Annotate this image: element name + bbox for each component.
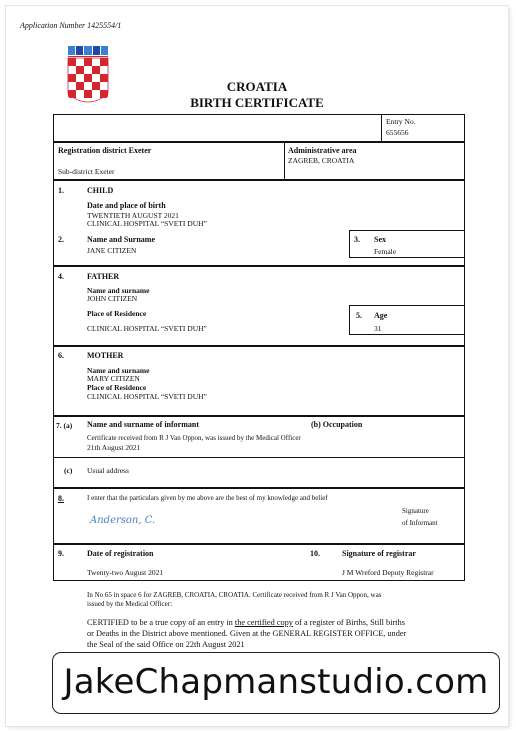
- sex-number: 3.: [354, 235, 360, 244]
- certified-text-c: of a register of Births, Still births: [292, 618, 405, 627]
- sex-box: [349, 230, 465, 258]
- father-heading: FATHER: [87, 272, 120, 281]
- certified-line-1: [87, 618, 405, 628]
- footer-note-line-2: issued by the Medical Officer:: [87, 600, 173, 608]
- mother-name-value: MARY CITIZEN: [87, 374, 140, 383]
- certificate-page: [6, 6, 508, 726]
- mother-name-label: Name and surname: [87, 366, 150, 375]
- father-residence-label: Place of Residence: [87, 309, 147, 318]
- birth-place: CLINICAL HOSPITAL “SVETI DUH”: [87, 219, 207, 228]
- application-number: Application Number 1425554/1: [20, 21, 122, 30]
- watermark-banner: JakeChapmanstudio.com: [52, 652, 500, 714]
- mother-heading: MOTHER: [87, 351, 124, 360]
- shield-check: [68, 66, 76, 74]
- informant-signature: Anderson, C.: [90, 515, 156, 526]
- age-value: 31: [374, 324, 382, 333]
- child-name-number: 2.: [58, 235, 64, 244]
- reg-date-label: Date of registration: [87, 549, 154, 558]
- registrar-value: J M Wreford Deputy Registrar: [342, 568, 434, 577]
- informant-number: 7. (a): [56, 421, 73, 430]
- footer-note-line-1: In No 65 in space 6 for ZAGREB, CROATIA, CROATIA. Certificate received from R J Van Oppon, was: [87, 591, 382, 599]
- age-label: Age: [374, 311, 388, 320]
- entry-label: Entry No.: [386, 117, 416, 126]
- address-number: (c): [64, 466, 73, 475]
- shield-check: [68, 58, 76, 66]
- registration-district: Registration district Exeter: [58, 146, 152, 155]
- age-box: [349, 305, 465, 335]
- child-name-value: JANE CITIZEN: [87, 246, 137, 255]
- shield-check: [100, 58, 108, 66]
- father-residence-value: CLINICAL HOSPITAL “SVETI DUH”: [87, 324, 207, 333]
- mother-residence-label: Place of Residence: [87, 383, 147, 392]
- declaration-number: 8.: [58, 494, 64, 503]
- shield-check: [76, 58, 84, 66]
- dob-label: Date and place of birth: [87, 201, 166, 210]
- dob-value: TWENTIETH AUGUST 2021: [87, 211, 179, 220]
- signature-label: Signature: [402, 507, 429, 515]
- shield-check: [84, 58, 92, 66]
- certified-line-3: the Seal of the said Office on 22th August 2021: [87, 640, 245, 649]
- reg-date-number: 9.: [58, 549, 64, 558]
- shield-check: [100, 66, 108, 74]
- shield-check: [92, 58, 100, 66]
- informant-text: Certificate received from R J Van Oppon, was issued by the Medical Officer: [87, 434, 301, 442]
- document-title: BIRTH CERTIFICATE: [190, 95, 324, 110]
- country-title: CROATIA: [226, 79, 288, 94]
- age-number: 5.: [356, 311, 362, 320]
- informant-date: 21th August 2021: [87, 443, 141, 452]
- child-heading: CHILD: [87, 186, 114, 195]
- signature-of-informant-label: of Informant: [402, 519, 438, 527]
- shield-check: [92, 66, 100, 74]
- informant-label: Name and surname of informant: [87, 420, 199, 429]
- occupation-label: (b) Occupation: [311, 420, 363, 429]
- address-label: Usual address: [87, 466, 129, 475]
- shield-check: [76, 66, 84, 74]
- entry-number: 655656: [386, 128, 409, 137]
- mother-number: 6.: [58, 351, 64, 360]
- mother-residence-value: CLINICAL HOSPITAL “SVETI DUH”: [87, 392, 207, 401]
- reg-date-value: Twenty-two August 2021: [87, 568, 164, 577]
- father-name-value: JOHN CITIZEN: [87, 294, 138, 303]
- registrar-number: 10.: [310, 549, 320, 558]
- sex-value: Female: [374, 247, 397, 256]
- certified-line-2: or Deaths in the District above mentioned. Given at the GENERAL REGISTER OFFICE, under: [87, 629, 407, 638]
- admin-area-label: Administrative area: [288, 146, 357, 155]
- shield-check: [84, 66, 92, 74]
- admin-area-value: ZAGREB, CROATIA: [288, 156, 355, 165]
- certified-text-a: CERTIFIED to be a true copy of an entry in: [87, 618, 235, 627]
- sub-district: Sub-district Exeter: [58, 167, 115, 176]
- sex-label: Sex: [374, 235, 386, 244]
- declaration-text: I enter that the particulars given by me above are the best of my knowledge and belief: [87, 494, 328, 502]
- child-name-label: Name and Surname: [87, 235, 156, 244]
- father-name-label: Name and surname: [87, 286, 150, 295]
- certified-text-underlined: the certified copy: [234, 618, 293, 627]
- child-number: 1.: [58, 186, 64, 195]
- father-number: 4.: [58, 272, 64, 281]
- registrar-label: Signature of registrar: [342, 549, 416, 558]
